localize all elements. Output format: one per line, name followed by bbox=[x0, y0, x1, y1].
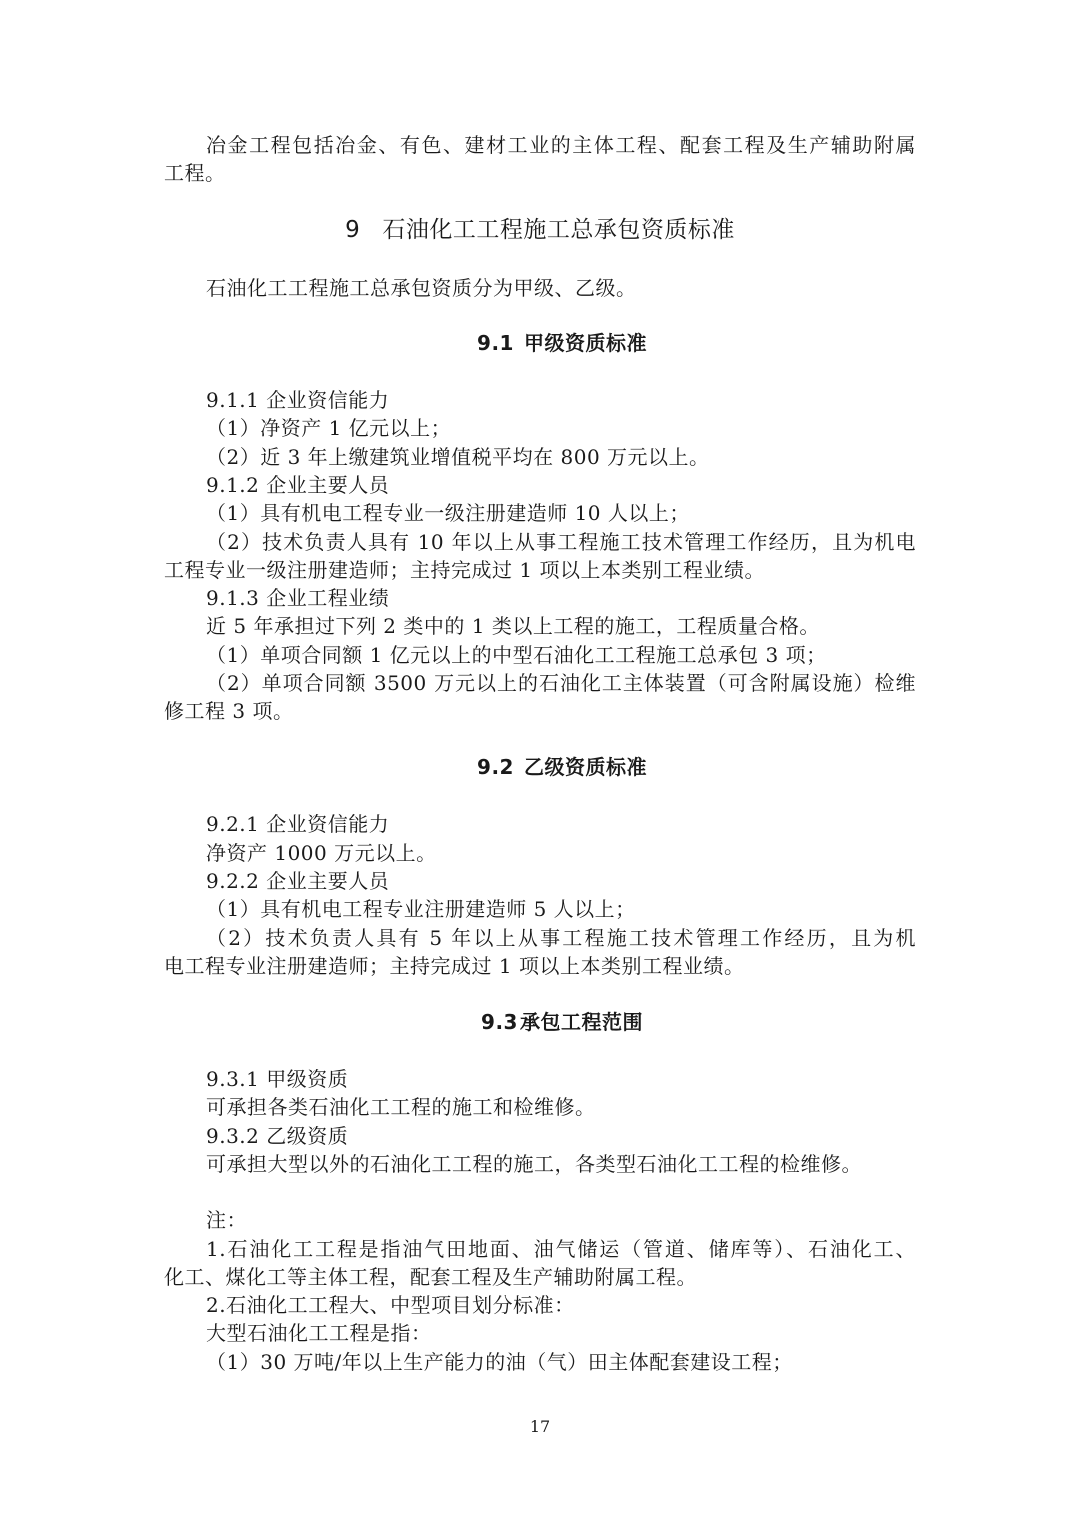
subsection-title: 承包工程范围 bbox=[519, 1010, 643, 1034]
section-9-heading bbox=[0, 214, 1080, 246]
s91-line: （1）具有机电工程专业一级注册建造师 10 人以上； bbox=[206, 501, 690, 525]
s91-line: 9.1.1 企业资信能力 bbox=[206, 388, 390, 412]
s92-line: 净资产 1000 万元以上。 bbox=[206, 841, 437, 865]
subsection-number: 9.2 bbox=[477, 755, 514, 779]
notes-label: 注： bbox=[206, 1208, 247, 1232]
subsection-number: 9.1 bbox=[477, 331, 514, 355]
subsection-9-2-heading bbox=[0, 753, 1080, 781]
notes-line: 1.石油化工工程是指油气田地面、油气储运（管道、储库等）、石油化工、 bbox=[206, 1237, 916, 1261]
s92-line: （2）技术负责人具有 5 年以上从事工程施工技术管理工作经历，且为机 bbox=[206, 926, 916, 950]
notes-line: 大型石油化工工程是指： bbox=[206, 1321, 432, 1345]
s91-line: 近 5 年承担过下列 2 类中的 1 类以上工程的施工，工程质量合格。 bbox=[206, 614, 820, 638]
s92-line: 9.2.1 企业资信能力 bbox=[206, 812, 390, 836]
section-title: 石油化工工程施工总承包资质标准 bbox=[382, 217, 735, 243]
subsection-title: 甲级资质标准 bbox=[523, 331, 647, 355]
s93-line: 9.3.2 乙级资质 bbox=[206, 1124, 349, 1148]
s92-line: （1）具有机电工程专业注册建造师 5 人以上； bbox=[206, 897, 636, 921]
intro-line-1: 冶金工程包括冶金、有色、建材工业的主体工程、配套工程及生产辅助附属 bbox=[206, 133, 916, 157]
s91-line: 工程专业一级注册建造师；主持完成过 1 项以上本类别工程业绩。 bbox=[164, 558, 765, 582]
s92-line: 9.2.2 企业主要人员 bbox=[206, 869, 390, 893]
s91-line: （2）近 3 年上缴建筑业增值税平均在 800 万元以上。 bbox=[206, 445, 710, 469]
s93-line: 可承担各类石油化工工程的施工和检维修。 bbox=[206, 1095, 596, 1119]
s91-line: 9.1.2 企业主要人员 bbox=[206, 473, 390, 497]
s91-line: （2）单项合同额 3500 万元以上的石油化工主体装置（可含附属设施）检维 bbox=[206, 671, 916, 695]
subsection-9-1-heading bbox=[0, 329, 1080, 357]
s91-line: （1）单项合同额 1 亿元以上的中型石油化工工程施工总承包 3 项； bbox=[206, 643, 827, 667]
s92-line: 电工程专业注册建造师；主持完成过 1 项以上本类别工程业绩。 bbox=[164, 954, 745, 978]
s91-line: （2）技术负责人具有 10 年以上从事工程施工技术管理工作经历，且为机电 bbox=[206, 530, 916, 554]
subsection-title: 乙级资质标准 bbox=[523, 755, 647, 779]
s93-line: 可承担大型以外的石油化工工程的施工，各类型石油化工工程的检维修。 bbox=[206, 1152, 862, 1176]
notes-line: 化工、煤化工等主体工程，配套工程及生产辅助附属工程。 bbox=[164, 1265, 697, 1289]
s91-line: 修工程 3 项。 bbox=[164, 699, 294, 723]
section-9-lead: 石油化工工程施工总承包资质分为甲级、乙级。 bbox=[206, 276, 637, 300]
notes-line: （1）30 万吨/年以上生产能力的油（气）田主体配套建设工程； bbox=[206, 1350, 793, 1374]
section-number: 9 bbox=[345, 217, 361, 243]
s91-line: （1）净资产 1 亿元以上； bbox=[206, 416, 452, 440]
page-number: 17 bbox=[529, 1417, 551, 1436]
subsection-9-3-heading bbox=[0, 1008, 1080, 1036]
intro-line-2: 工程。 bbox=[164, 161, 226, 185]
notes-line: 2.石油化工工程大、中型项目划分标准： bbox=[206, 1293, 575, 1317]
s93-line: 9.3.1 甲级资质 bbox=[206, 1067, 349, 1091]
subsection-number: 9.3 bbox=[481, 1010, 518, 1034]
s91-line: 9.1.3 企业工程业绩 bbox=[206, 586, 390, 610]
